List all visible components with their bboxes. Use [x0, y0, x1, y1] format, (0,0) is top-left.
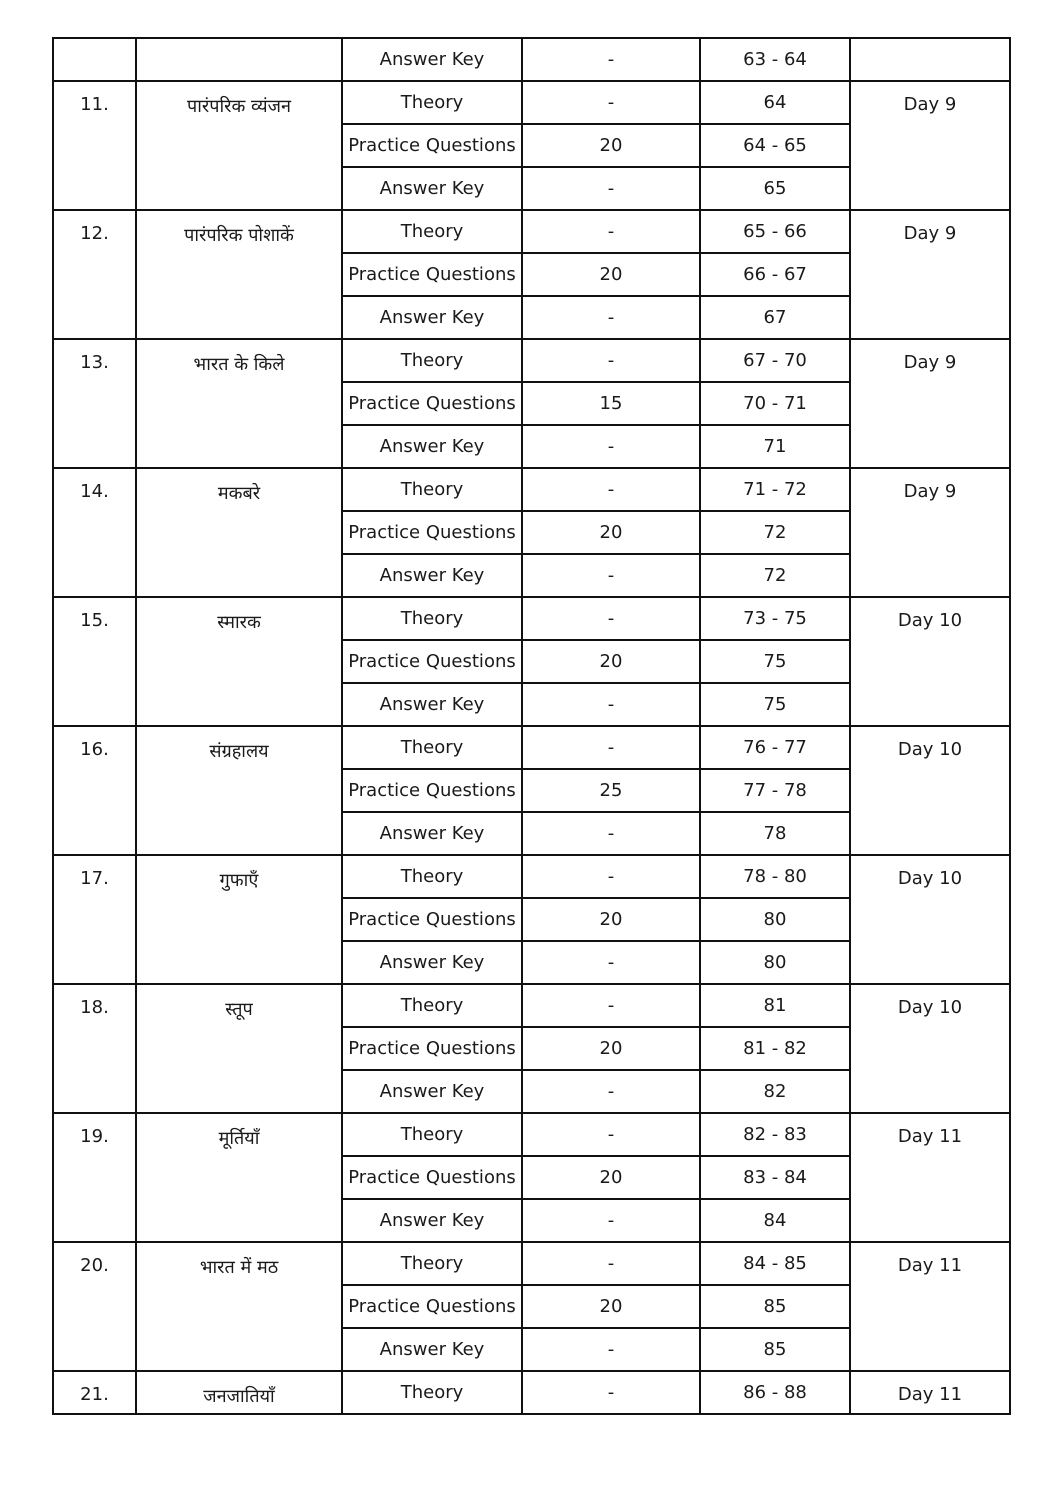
- page-range-cell: 65: [700, 167, 850, 210]
- table-row: [53, 597, 1010, 640]
- page-range-cell: 82: [700, 1070, 850, 1113]
- section-label-cell: Practice Questions: [342, 898, 522, 941]
- serial-number-cell: 11.: [53, 81, 136, 210]
- serial-number-cell: 18.: [53, 984, 136, 1113]
- table-row: [53, 1242, 1010, 1285]
- day-cell: Day 11: [850, 1371, 1010, 1414]
- question-count-cell: -: [522, 1328, 700, 1371]
- topic-cell: गुफाएँ: [136, 855, 342, 984]
- section-label-cell: Answer Key: [342, 38, 522, 81]
- page-range-cell: 80: [700, 898, 850, 941]
- page-range-cell: 83 - 84: [700, 1156, 850, 1199]
- table-row: [53, 1113, 1010, 1156]
- schedule-table-body: [53, 38, 1010, 1414]
- question-count-cell: -: [522, 683, 700, 726]
- question-count-cell: 20: [522, 253, 700, 296]
- topic-cell: भारत के किले: [136, 339, 342, 468]
- page-range-cell: 78 - 80: [700, 855, 850, 898]
- schedule-table-container: [52, 37, 1009, 1468]
- serial-number-cell: [53, 38, 136, 81]
- page-range-cell: 65 - 66: [700, 210, 850, 253]
- page-range-cell: 71: [700, 425, 850, 468]
- serial-number-cell: 19.: [53, 1113, 136, 1242]
- day-cell: Day 10: [850, 984, 1010, 1113]
- table-row: [53, 726, 1010, 769]
- day-cell: Day 11: [850, 1113, 1010, 1242]
- question-count-cell: 20: [522, 511, 700, 554]
- day-cell: Day 10: [850, 726, 1010, 855]
- topic-cell: मूर्तियाँ: [136, 1113, 342, 1242]
- page-range-cell: 70 - 71: [700, 382, 850, 425]
- section-label-cell: Theory: [342, 1242, 522, 1285]
- topic-cell: पारंपरिक व्यंजन: [136, 81, 342, 210]
- question-count-cell: -: [522, 1070, 700, 1113]
- section-label-cell: Theory: [342, 726, 522, 769]
- day-cell: Day 9: [850, 468, 1010, 597]
- section-label-cell: Practice Questions: [342, 253, 522, 296]
- page-range-cell: 64: [700, 81, 850, 124]
- question-count-cell: -: [522, 941, 700, 984]
- question-count-cell: -: [522, 1113, 700, 1156]
- page-range-cell: 72: [700, 511, 850, 554]
- page-range-cell: 71 - 72: [700, 468, 850, 511]
- serial-number-cell: 16.: [53, 726, 136, 855]
- table-row: [53, 855, 1010, 898]
- day-cell: Day 9: [850, 210, 1010, 339]
- day-cell: Day 10: [850, 597, 1010, 726]
- page-range-cell: 85: [700, 1328, 850, 1371]
- question-count-cell: -: [522, 339, 700, 382]
- section-label-cell: Theory: [342, 984, 522, 1027]
- section-label-cell: Answer Key: [342, 425, 522, 468]
- question-count-cell: -: [522, 468, 700, 511]
- topic-cell: भारत में मठ: [136, 1242, 342, 1371]
- table-row: [53, 1371, 1010, 1414]
- table-row: [53, 210, 1010, 253]
- table-row: [53, 339, 1010, 382]
- section-label-cell: Theory: [342, 597, 522, 640]
- topic-cell: स्तूप: [136, 984, 342, 1113]
- question-count-cell: 20: [522, 898, 700, 941]
- section-label-cell: Theory: [342, 210, 522, 253]
- question-count-cell: -: [522, 1371, 700, 1414]
- question-count-cell: -: [522, 38, 700, 81]
- question-count-cell: -: [522, 984, 700, 1027]
- page-range-cell: 82 - 83: [700, 1113, 850, 1156]
- section-label-cell: Practice Questions: [342, 382, 522, 425]
- topic-cell: मकबरे: [136, 468, 342, 597]
- page-range-cell: 67 - 70: [700, 339, 850, 382]
- page-range-cell: 66 - 67: [700, 253, 850, 296]
- page-range-cell: 75: [700, 640, 850, 683]
- table-row: [53, 468, 1010, 511]
- section-label-cell: Answer Key: [342, 1070, 522, 1113]
- serial-number-cell: 15.: [53, 597, 136, 726]
- page-range-cell: 81: [700, 984, 850, 1027]
- serial-number-cell: 20.: [53, 1242, 136, 1371]
- day-cell: Day 11: [850, 1242, 1010, 1371]
- section-label-cell: Theory: [342, 468, 522, 511]
- section-label-cell: Answer Key: [342, 1199, 522, 1242]
- day-cell: [850, 38, 1010, 81]
- section-label-cell: Theory: [342, 339, 522, 382]
- page-range-cell: 85: [700, 1285, 850, 1328]
- page-range-cell: 78: [700, 812, 850, 855]
- page-range-cell: 86 - 88: [700, 1371, 850, 1414]
- question-count-cell: 20: [522, 1156, 700, 1199]
- table-row: [53, 38, 1010, 81]
- topic-cell: पारंपरिक पोशाकें: [136, 210, 342, 339]
- question-count-cell: -: [522, 81, 700, 124]
- page-range-cell: 75: [700, 683, 850, 726]
- day-cell: Day 9: [850, 339, 1010, 468]
- section-label-cell: Theory: [342, 855, 522, 898]
- page-range-cell: 73 - 75: [700, 597, 850, 640]
- section-label-cell: Answer Key: [342, 1328, 522, 1371]
- serial-number-cell: 21.: [53, 1371, 136, 1414]
- section-label-cell: Practice Questions: [342, 511, 522, 554]
- question-count-cell: 20: [522, 124, 700, 167]
- page-range-cell: 76 - 77: [700, 726, 850, 769]
- question-count-cell: -: [522, 554, 700, 597]
- question-count-cell: 20: [522, 1027, 700, 1070]
- page-range-cell: 81 - 82: [700, 1027, 850, 1070]
- question-count-cell: -: [522, 812, 700, 855]
- topic-cell: [136, 38, 342, 81]
- page-range-cell: 84 - 85: [700, 1242, 850, 1285]
- page-range-cell: 72: [700, 554, 850, 597]
- question-count-cell: -: [522, 167, 700, 210]
- page-range-cell: 63 - 64: [700, 38, 850, 81]
- topic-cell: संग्रहालय: [136, 726, 342, 855]
- question-count-cell: 20: [522, 640, 700, 683]
- topic-cell: स्मारक: [136, 597, 342, 726]
- section-label-cell: Answer Key: [342, 941, 522, 984]
- serial-number-cell: 12.: [53, 210, 136, 339]
- section-label-cell: Answer Key: [342, 554, 522, 597]
- page-range-cell: 77 - 78: [700, 769, 850, 812]
- page-range-cell: 64 - 65: [700, 124, 850, 167]
- section-label-cell: Practice Questions: [342, 640, 522, 683]
- section-label-cell: Answer Key: [342, 167, 522, 210]
- section-label-cell: Answer Key: [342, 812, 522, 855]
- schedule-table: [52, 37, 1011, 1415]
- section-label-cell: Theory: [342, 81, 522, 124]
- serial-number-cell: 13.: [53, 339, 136, 468]
- question-count-cell: -: [522, 425, 700, 468]
- section-label-cell: Answer Key: [342, 296, 522, 339]
- question-count-cell: -: [522, 726, 700, 769]
- section-label-cell: Theory: [342, 1113, 522, 1156]
- page-range-cell: 67: [700, 296, 850, 339]
- question-count-cell: -: [522, 296, 700, 339]
- section-label-cell: Practice Questions: [342, 769, 522, 812]
- page-range-cell: 80: [700, 941, 850, 984]
- topic-cell: जनजातियाँ: [136, 1371, 342, 1414]
- serial-number-cell: 17.: [53, 855, 136, 984]
- section-label-cell: Practice Questions: [342, 124, 522, 167]
- question-count-cell: 25: [522, 769, 700, 812]
- page-range-cell: 84: [700, 1199, 850, 1242]
- table-row: [53, 984, 1010, 1027]
- table-row: [53, 81, 1010, 124]
- question-count-cell: -: [522, 597, 700, 640]
- section-label-cell: Answer Key: [342, 683, 522, 726]
- question-count-cell: -: [522, 855, 700, 898]
- section-label-cell: Practice Questions: [342, 1027, 522, 1070]
- section-label-cell: Practice Questions: [342, 1156, 522, 1199]
- question-count-cell: -: [522, 210, 700, 253]
- question-count-cell: 20: [522, 1285, 700, 1328]
- serial-number-cell: 14.: [53, 468, 136, 597]
- day-cell: Day 9: [850, 81, 1010, 210]
- section-label-cell: Theory: [342, 1371, 522, 1414]
- section-label-cell: Practice Questions: [342, 1285, 522, 1328]
- question-count-cell: 15: [522, 382, 700, 425]
- day-cell: Day 10: [850, 855, 1010, 984]
- question-count-cell: -: [522, 1199, 700, 1242]
- question-count-cell: -: [522, 1242, 700, 1285]
